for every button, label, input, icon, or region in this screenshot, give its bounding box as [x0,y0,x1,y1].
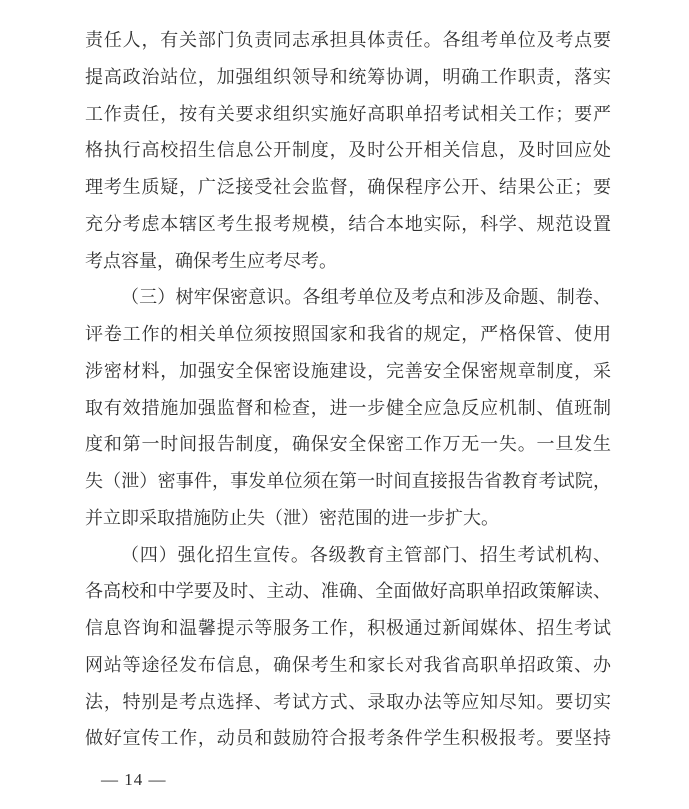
text-line: 责任人，有关部门负责同志承担具体责任。各组考单位及考点要 [85,30,611,50]
text-line: 做好宣传工作，动员和鼓励符合报考条件学生积极报考。要坚持 [85,728,611,749]
document-body [85,22,611,757]
paragraph [85,22,611,279]
text-line: 并立即采取措施防止失（泄）密范围的进一步扩大。 [85,507,499,528]
text-line: 理考生质疑，广泛接受社会监督，确保程序公开、结果公正；要 [85,177,611,197]
text-line: 考点容量，确保考生应考尽考。 [85,250,337,271]
text-line: 度和第一时间报告制度，确保安全保密工作万无一失。一旦发生 [85,434,611,455]
paragraph [85,279,611,536]
text-line: 信息咨询和温馨提示等服务工作，积极通过新闻媒体、招生考试 [85,618,611,638]
text-line: 提高政治站位，加强组织领导和统筹协调，明确工作职责，落实 [85,66,611,87]
text-line: 工作责任，按有关要求组织实施好高职单招考试相关工作；要严 [85,103,611,124]
text-line: 各高校和中学要及时、主动、准确、全面做好高职单招政策解读、 [85,581,611,602]
text-line: 评卷工作的相关单位须按照国家和我省的规定，严格保管、使用 [85,324,611,344]
paragraph [85,537,611,758]
text-line: 涉密材料，加强安全保密设施建设，完善安全保密规章制度，采 [85,360,611,381]
text-line: （四）强化招生宣传。各级教育主管部门、招生考试机构、 [121,544,611,565]
page-number: — 14 — [101,770,167,789]
text-line: 法，特别是考点选择、考试方式、录取办法等应知尽知。要切实 [85,691,611,712]
text-line: 充分考虑本辖区考生报考规模，结合本地实际，科学、规范设置 [85,213,611,234]
text-line: 失（泄）密事件，事发单位须在第一时间直接报告省教育考试院， [85,471,611,491]
text-line: 格执行高校招生信息公开制度，及时公开相关信息，及时回应处 [85,140,611,161]
text-line: 取有效措施加强监督和检查，进一步健全应急反应机制、值班制 [85,397,611,418]
text-line: （三）树牢保密意识。各组考单位及考点和涉及命题、制卷、 [121,287,611,308]
text-line: 网站等途径发布信息，确保考生和家长对我省高职单招政策、办 [85,654,611,675]
